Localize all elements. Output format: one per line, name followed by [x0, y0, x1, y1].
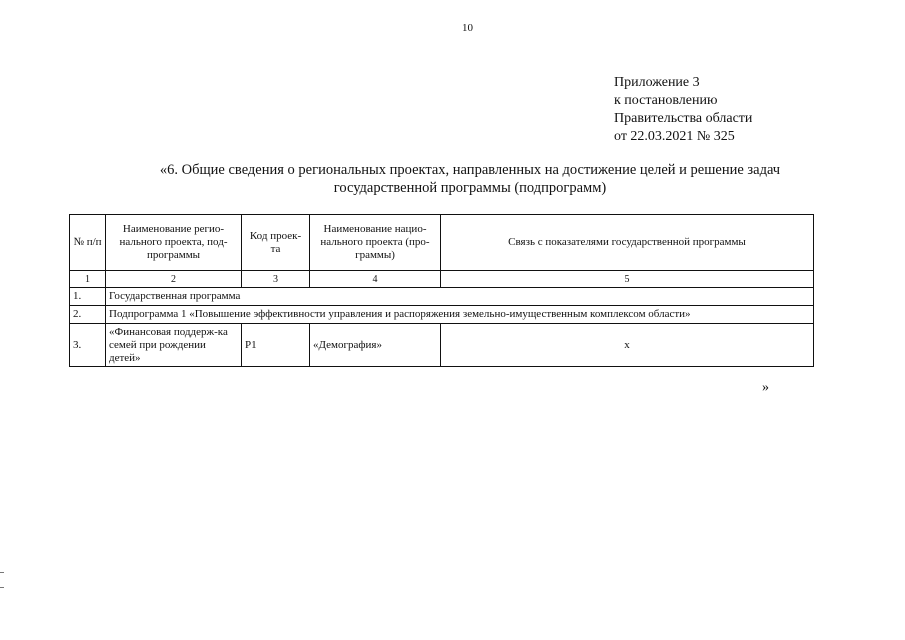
section-title — [130, 161, 810, 197]
table-header-row — [70, 215, 814, 271]
row-number: 3. — [70, 324, 106, 367]
appendix-block — [614, 74, 752, 146]
header-national-project: Наименование нацио-нального проекта (про-граммы) — [310, 215, 441, 271]
header-indicators-link: Связь с показателями государственной программы — [441, 215, 814, 271]
column-number: 5 — [441, 271, 814, 288]
closing-quote: » — [762, 380, 769, 395]
project-code-cell: P1 — [242, 324, 310, 367]
column-number: 3 — [242, 271, 310, 288]
table-row — [70, 324, 814, 367]
appendix-line: от 22.03.2021 № 325 — [614, 129, 735, 144]
appendix-line: Приложение 3 — [614, 75, 700, 90]
national-project-cell: «Демография» — [310, 324, 441, 367]
section-title-line: «6. Общие сведения о региональных проектах, направленных на достижение целей и решение задач — [159, 162, 781, 178]
section-title-line: государственной программы (подпрограмм) — [333, 180, 607, 196]
table-row — [70, 288, 814, 306]
column-number: 1 — [70, 271, 106, 288]
project-name-cell: «Финансовая поддерж-ка семей при рождении детей» — [106, 324, 242, 367]
row-text: Подпрограмма 1 «Повышение эффективности управления и распоряжения земельно-имущественным комплексом области» — [106, 306, 814, 324]
table-row — [70, 306, 814, 324]
header-project-name: Наименование регио-нального проекта, под-программы — [106, 215, 242, 271]
row-number: 2. — [70, 306, 106, 324]
row-text: Государственная программа — [106, 288, 814, 306]
header-project-code: Код проек-та — [242, 215, 310, 271]
appendix-line: к постановлению — [614, 93, 718, 108]
page-number: 10 — [462, 22, 473, 34]
appendix-line: Правительства области — [614, 111, 753, 126]
column-number: 4 — [310, 271, 441, 288]
column-number-row — [70, 271, 814, 288]
row-number: 1. — [70, 288, 106, 306]
indicators-link-cell: х — [441, 324, 814, 367]
regional-projects-table — [69, 214, 814, 367]
scan-edge-mark — [0, 572, 4, 588]
header-number: № п/п — [70, 215, 106, 271]
column-number: 2 — [106, 271, 242, 288]
